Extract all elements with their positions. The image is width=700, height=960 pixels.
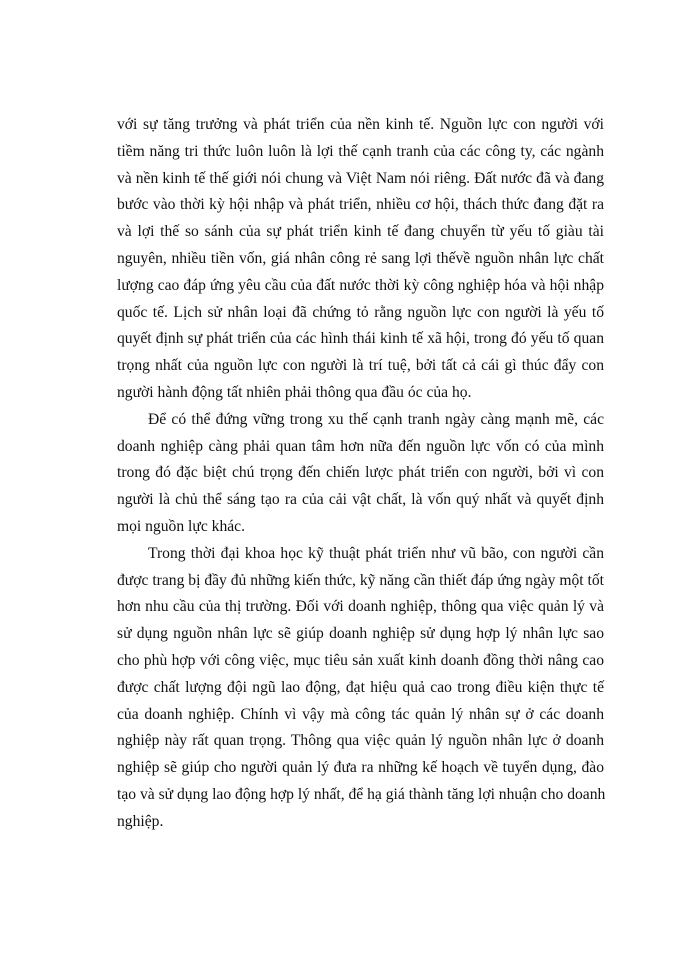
text-line: hơn nhu cầu của thị trường. Đối với doanh nghiệp, thông qua việc quản lý và	[117, 598, 604, 616]
text-line: tiềm năng tri thức luôn luôn là lợi thế cạnh tranh của các công ty, các ngành	[117, 142, 604, 160]
text-line: và nền kinh tế thế giới nói chung và Việt Nam nói riêng. Đất nước đã và đang	[117, 169, 604, 187]
text-line: nghiệp sẽ giúp cho người quản lý đưa ra những kế hoạch về tuyển dụng, đào	[117, 759, 604, 777]
text-line: của doanh nghiệp. Chính vì vậy mà công tác quản lý nhân sự ở các doanh	[117, 705, 604, 723]
text-line: người hành động tất nhiên phải thông qua đầu óc của họ.	[117, 383, 472, 401]
text-line: doanh nghiệp càng phải quan tâm hơn nữa đến nguồn lực vốn có của mình	[117, 437, 604, 455]
text-line: được chất lượng đội ngũ lao động, đạt hiệu quả cao trong điều kiện thực tế	[117, 678, 604, 696]
text-line: được trang bị đầy đủ những kiến thức, kỹ năng cần thiết đáp ứng ngày một tốt	[117, 571, 604, 589]
text-line: mọi nguồn lực khác.	[117, 517, 245, 535]
text-line: trọng nhất của nguồn lực con người là trí tuệ, bởi tất cả cái gì thúc đẩy con	[117, 357, 604, 375]
text-line: quốc tế. Lịch sử nhân loại đã chứng tỏ rằng nguồn lực con người là yếu tố	[117, 303, 604, 321]
text-line: tạo và sử dụng lao động hợp lý nhất, để hạ giá thành tăng lợi nhuận cho doanh	[117, 785, 606, 803]
text-line: lượng cao đáp ứng yêu cầu của đất nước thời kỳ công nghiệp hóa và hội nhập	[117, 276, 604, 294]
paragraph-2	[117, 407, 604, 541]
text-line: bước vào thời kỳ hội nhập và phát triển, nhiều cơ hội, thách thức đang đặt ra	[117, 196, 604, 214]
text-line: người là chủ thể sáng tạo ra của cải vật chất, là vốn quý nhất và quyết định	[117, 491, 604, 509]
text-line: sử dụng nguồn nhân lực sẽ giúp doanh nghiệp sử dụng hợp lý nhân lực sao	[117, 625, 604, 643]
document-body	[117, 112, 604, 836]
paragraph-1	[117, 112, 604, 407]
text-line: cho phù hợp với công việc, mục tiêu sản xuất kinh doanh đồng thời nâng cao	[117, 651, 604, 669]
text-line: với sự tăng trưởng và phát triển của nền kinh tế. Nguồn lực con người với	[117, 116, 604, 133]
text-line: Trong thời đại khoa học kỹ thuật phát triển như vũ bão, con người cần	[148, 544, 604, 562]
text-line: Để có thể đứng vững trong xu thế cạnh tranh ngày càng mạnh mẽ, các	[148, 410, 604, 428]
text-line: và lợi thế so sánh của sự phát triển kinh tế đang chuyển từ yếu tố giàu tài	[117, 223, 604, 241]
text-line: quyết định sự phát triển của các hình thái kinh tế xã hội, trong đó yếu tố quan	[117, 330, 604, 348]
text-line: nghiệp này rất quan trọng. Thông qua việc quản lý nguồn nhân lực ở doanh	[117, 732, 604, 750]
text-line: nghiệp.	[117, 812, 164, 830]
text-line: trong đó đặc biệt chú trọng đến chiến lược phát triển con người, bởi vì con	[117, 464, 604, 482]
paragraph-3	[117, 541, 604, 836]
text-line: nguyên, nhiều tiền vốn, giá nhân công rẻ sang lợi thếvề nguồn nhân lực chất	[117, 249, 604, 267]
